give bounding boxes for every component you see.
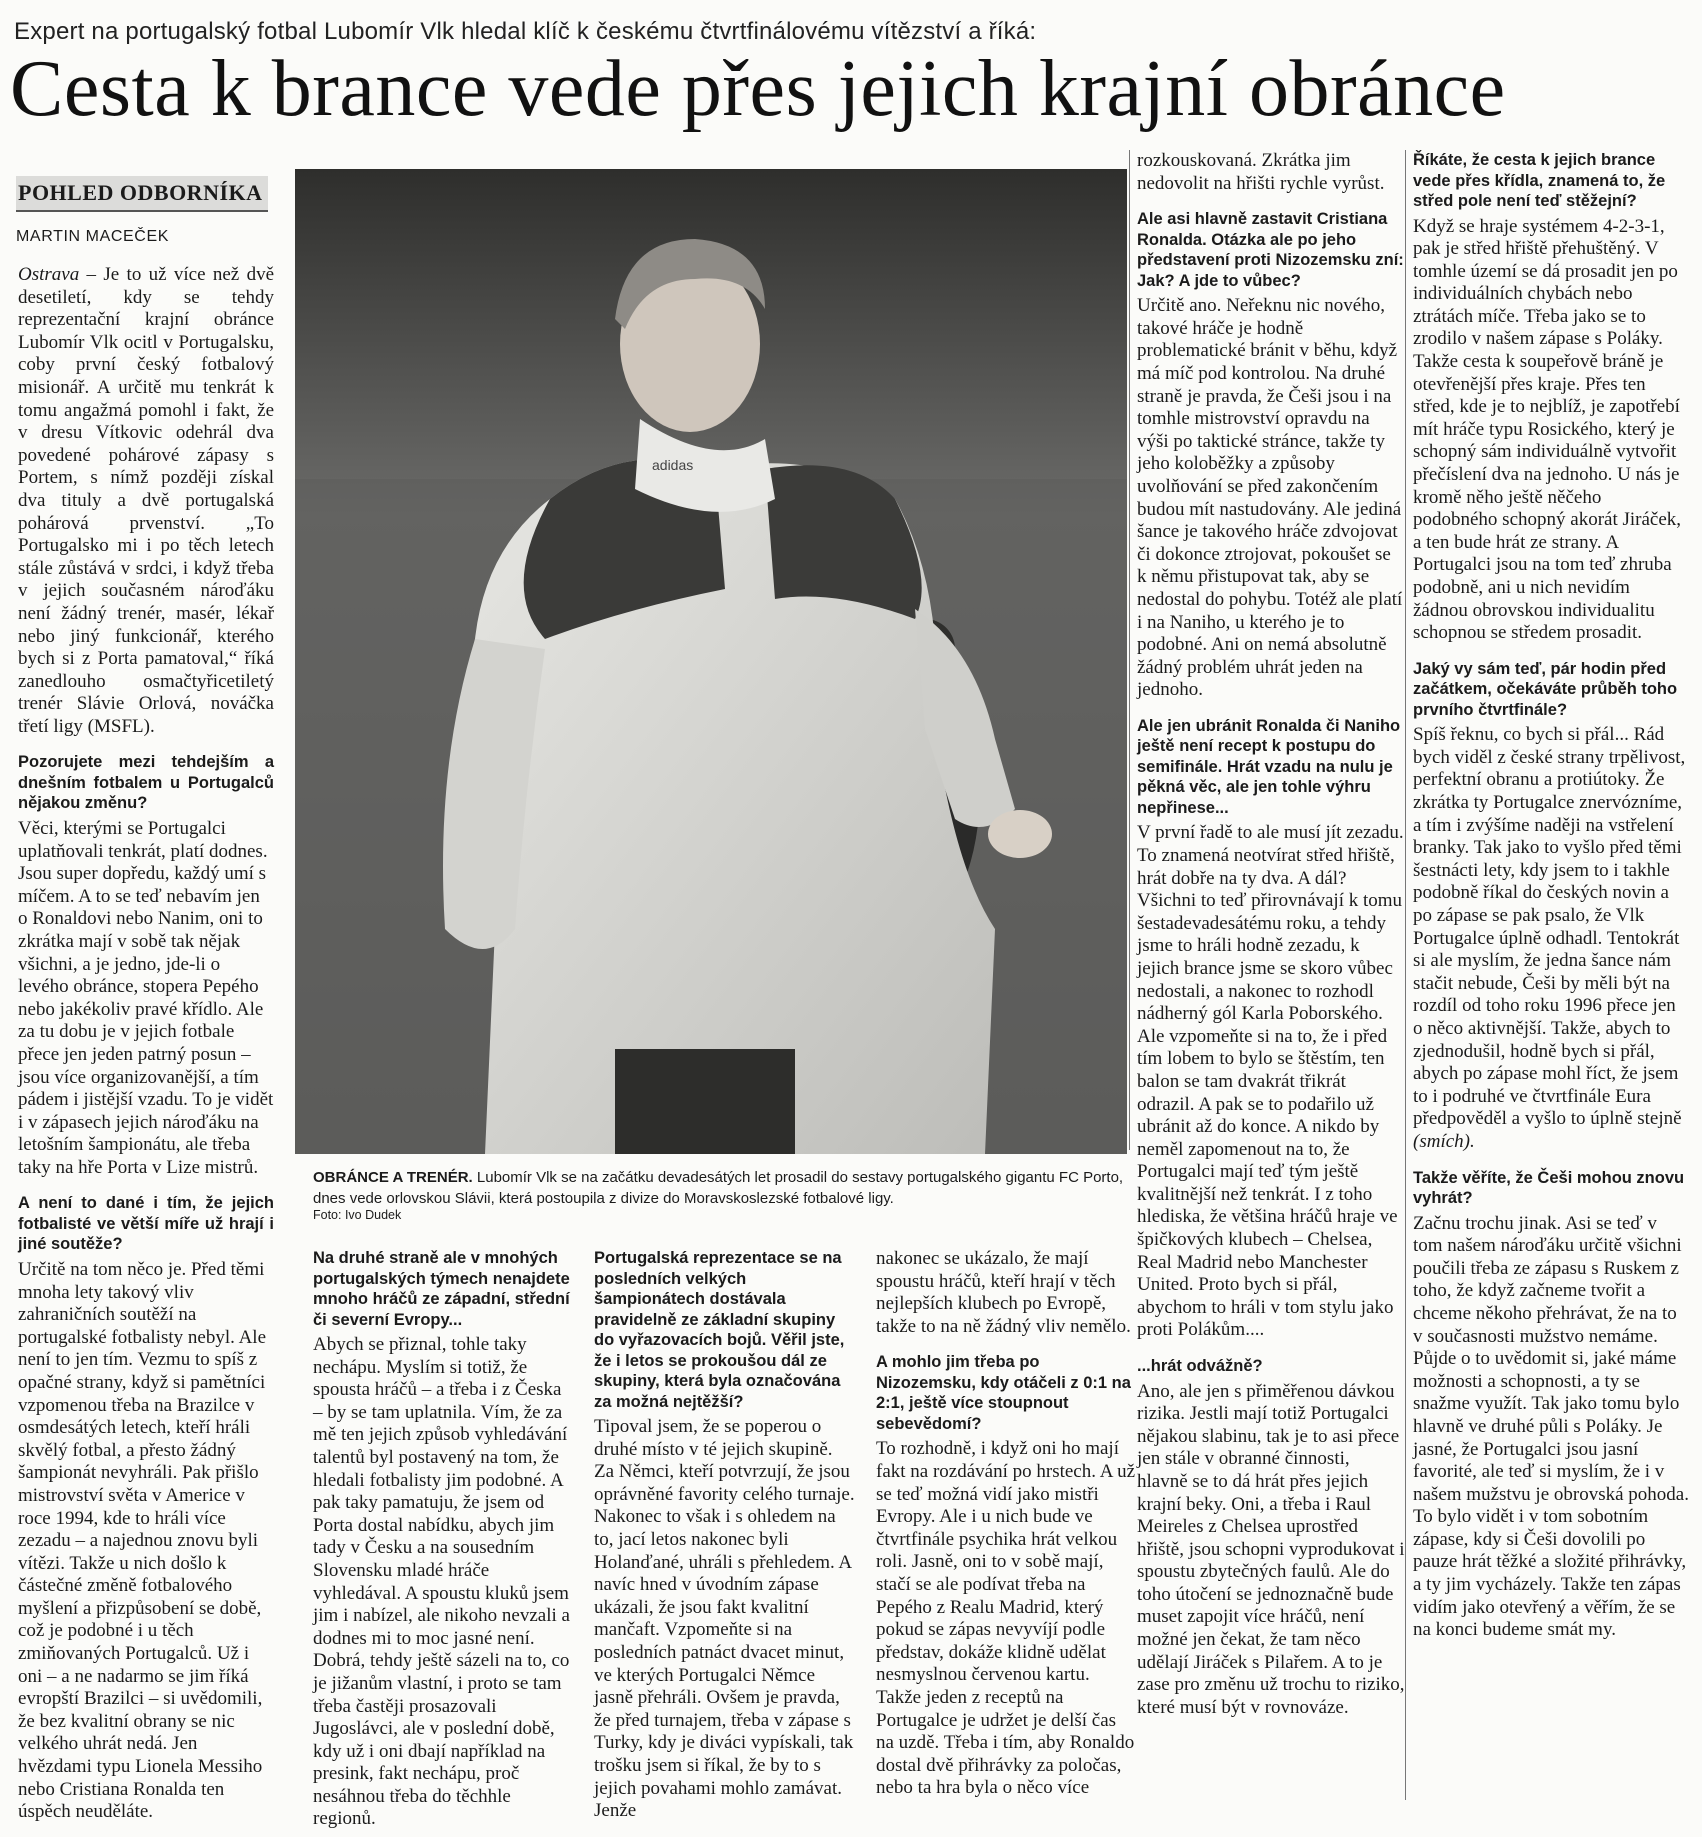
- question: Ale asi hlavně zastavit Cristiana Ronalda. Otázka ale po jeho představení proti Nizozemsku zní: Jak? A jde to vůbec?: [1137, 210, 1404, 290]
- adidas-logo: adidas: [652, 457, 694, 473]
- column-5: [1137, 150, 1405, 1725]
- question: Ale jen ubránit Ronalda či Naniho ještě není recept k postupu do semifinále. Hrát vzadu na nulu je pěkná věc, ale jen tohle výhru nepřinese...: [1137, 716, 1401, 817]
- question: ...hrát odvážně?: [1137, 1357, 1263, 1376]
- question: Jaký vy sám teď, pár hodin před začátkem, očekáváte průběh toho prvního čtvrtfinále?: [1413, 659, 1678, 719]
- photo-credit: Foto: Ivo Dudek: [313, 1208, 402, 1222]
- question: A není to dané i tím, že jejich fotbalisté ve větší míře už hrají i jiné soutěže?: [18, 1194, 274, 1254]
- answer: Ano, ale jen s přiměřenou dávkou rizika. Jestli mají totiž Portugalci nějakou slabinu, tak je to asi přece jen stále v obranné činnosti, hlavně se to dá hrát přes jejich krajní beky. Oni, a třeba i Raul Meireles z Chelsea uprostřed hřiště, jsou schopni vyprodukovat i spoustu zbytečných faulů. Ale do toho útočení se jednoznačně bude muset zapojit více hráčů, není možné jen čekat, že tam něco udělají Jiráček s Pilařem. A to je zase pro změnu už trochu to riziko, které musí být v rovnováze.: [1137, 1380, 1405, 1718]
- column-1: [18, 264, 274, 1830]
- question: Pozorujete mezi tehdejším a dnešním fotbalem u Portugalců nějakou změnu?: [18, 753, 274, 813]
- answer: Určitě na tom něco je. Před těmi mnoha lety takový vliv zahraničních soutěží na portugalské fotbalisty nebyl. Ale není to jen tím. Vezmu to spíš z opačné strany, když si pamětníci vzpomenou třeba na Brazilce v osmdesátých letech, kteří hráli skvělý fotbal, a přesto žádný šampionát nevyhráli. Pak přišlo mistrovství světa v Americe v roce 1994, kde to hráli více zezadu – a najednou znovu byli vítězi. Takže u nich došlo k částečné změně fotbalového myšlení a přizpůsobení se době, což je podobné i u těch zmiňovaných Portugalců. Už i oni – a ne nadarmo se jim říká evropští Brazilci – si uvědomili, že bez kvalitní obrany se nic velkého uhrát nedá. Jen hvězdami typu Lionela Messiho nebo Cristiana Ronalda ten úspěch neuděláte.: [18, 1258, 267, 1823]
- byline: MARTIN MACEČEK: [16, 228, 170, 245]
- coach-photo: [295, 169, 1127, 1154]
- article-headline: Cesta k brance vede přes jejich krajní obránce: [10, 45, 1506, 133]
- photo-caption: [313, 1167, 1133, 1209]
- column-divider: [1405, 150, 1406, 1800]
- caption-text: Lubomír Vlk se na začátku devadesátých let prosadil do sestavy portugalského gigantu FC Porto, dnes vede orlovskou Slávii, která postoupila z divize do Moravskoslezské fotbalové ligy.: [313, 1169, 1124, 1207]
- lead-paragraph: [18, 264, 274, 738]
- dateline: Ostrava: [18, 264, 80, 285]
- column-4: [876, 1248, 1138, 1806]
- lead-text: – Je to už více než dvě desetiletí, kdy se tehdy reprezentační krajní obránce Lubomír Vlk ocitl v Portugalsku, coby první český fotbalový misionář. A určitě mu tenkrát k tomu angažmá pomohl i fakt, že v dresu Vítkovic odehrál dva povedené pohárové zápasy s Portem, s nímž později získal dva tituly a dvě portugalská pohárová prvenství. „To Portugalsko mi i po těch letech stále zůstává v srdci, i když třeba v jejich současném nároďáku není žádný trenér, masér, lékař nebo jiný funkcionář, kterého bych si z Porta pamatoval,“ říká zanedlouho osmačtyřicetiletý trenér Slávie Orlová, nováčka třetí ligy (MSFL).: [18, 264, 274, 737]
- column-6: [1413, 150, 1689, 1648]
- answer-continued: rozkouskovaná. Zkrátka jim nedovolit na hřišti rychle vyrůst.: [1137, 150, 1385, 194]
- answer: [1413, 724, 1689, 1153]
- answer: Věci, kterými se Portugalci uplatňovali tenkrát, platí dodnes. Jsou super dopředu, každý umí s míčem. A to se teď nebavím jen o Ronaldovi nebo Nanim, oni to zkrátka mají v sobě tak nějak všichni, a je jedno, jde-li o levého obránce, stopera Pepého nebo jakékoliv pravé křídlo. Ale za tu dobu je v jejich fotbale přece jen jeden patrný posun – jsou více organizovanější, a tím pádem i jistější vzadu. To je vidět i v zápasech jejich nároďáku na letošním šampionátu, ale třeba taky na hře Porta v Lize mistrů.: [18, 817, 274, 1178]
- column-divider: [1129, 150, 1130, 1150]
- answer: Abych se přiznal, tohle taky nechápu. Myslím si totiž, že spousta hráčů – a třeba i z Česka – by se tam uplatnila. Vím, že za mě ten jejich způsob vyhledávání talentů byl postavený na tom, že hledali fotbalisty jim podobné. A pak taky pamatuju, že jsem od Porta dostal nabídku, abych jim tady v Česku a na sousedním Slovensku mladé hráče vyhledával. A spoustu kluků jsem jim i nabízel, ale nikoho nevzali a dodnes mi to moc jasné není. Dobrá, tehdy ještě sázeli na to, co je jižanům vlastní, i proto se tam třeba častěji prosazovali Jugoslávci, ale v poslední době, kdy už i oni dbají například na presink, fakt nechápu, proč nesáhnou třeba do těchhle regionů.: [313, 1334, 570, 1830]
- answer: To rozhodně, i když oni ho mají fakt na rozdávání po hrstech. A už se teď možná vidí jako mistři Evropy. Ale i u nich bude ve čtvrtfinále psychika hrát velkou roli. Jasně, oni to v sobě mají, stačí se ale podívat třeba na Pepého z Realu Madrid, který pokud se zápas nevyvíjí podle představ, dokáže klidně udělat nesmyslnou červenou kartu. Takže jeden z receptů na Portugalce je udržet je delší čas na uzdě. Třeba i tím, aby Ronaldo dostal dvě přihrávky za poločas, nebo ta hra byla o něco více: [876, 1438, 1136, 1799]
- article-kicker: Expert na portugalský fotbal Lubomír Vlk hledal klíč k českému čtvrtfinálovému vítězství a říká:: [14, 18, 1037, 45]
- answer: Tipoval jsem, že se poperou o druhé místo v té jejich skupině. Za Němci, kteří potvrzují, že jsou oprávněné favority celého turnaje. Nakonec to však i s ohledem na to, jací letos nakonec byli Holanďané, uhráli s přehledem. A navíc hned v úvodním zápase ukázali, že jsou fakt kvalitní mančaft. Vzpomeňte si na posledních patnáct dvacet minut, ve kterých Portugalci Němce jasně přehráli. Ovšem je pravda, že před turnajem, třeba v zápase s Turky, kdy je diváci vypískali, tak trošku jsem si říkal, že by to s jejich povahami mohlo zamávat. Jenže: [594, 1416, 855, 1822]
- question: Říkáte, že cesta k jejich brance vede přes křídla, znamená to, že střed pole není teď stěžejní?: [1413, 151, 1666, 210]
- answer: Určitě ano. Neřeknu nic nového, takové hráče je hodně problematické bránit v běhu, když má míč pod kontrolou. Na druhé straně je pravda, že Češi jsou i na tomhle mistrovství opravdu na výši po taktické stránce, takže ty jeho koloběžky a způsoby uvolňování se před zakončením budou mít nastudovány. Ale jediná šance je takového hráče zdvojovat či dokonce ztrojovat, pokoušet se k němu přistupovat tak, aby se nedostal do pohybu. Totéž ale platí i na Naniho, u kterého je to podobné. Ani on nemá absolutně žádný problém uhrát jeden na jednoho.: [1137, 295, 1403, 701]
- coach-photo-illustration: [295, 169, 1127, 1154]
- answer: Začnu trochu jinak. Asi se teď v tom našem nároďáku určitě všichni poučili třeba ze zápasu s Ruskem z toho, že když začneme tvořit a chceme někoho přehrávat, že na to v současnosti mužstvo nemáme. Půjde o to uvědomit si, jaké máme možnosti a schopnosti, a ty se snažme využít. Tak jako tomu bylo hlavně ve druhé půli s Poláky. Je jasné, že Portugalci jsou jasní favorité, ale teď si myslím, že i v našem mužstvu je obrovská pohoda. To bylo vidět i v tom sobotním zápase, kdy si Češi dovolili po pauze hrát těžké a složité přihrávky, a ty jim vycházely. Takže ten zápas vidím jako otevřený a věřím, že se na konci budeme smát my.: [1413, 1212, 1689, 1641]
- answer-text: Spíš řeknu, co bych si přál... Rád bych viděl z české strany trpělivost, perfektní obranu a protiútoky. Že zkrátka ty Portugalce znervózníme, a tím i zvýšíme naději na vstřelení branky. Tak jako to vyšlo před těmi šestnácti lety, kdy jsem to i takhle podobně říkal do českých novin a po zápase se pak psalo, že Vlk Portugalce úplně odhadl. Tentokrát si ale myslím, že jedna šance nám stačit nebude, Češi by měli být na rozdíl od toho roku 1996 přece jen o něco aktivnější. Takže, abych to zjednodušil, hodně bych si přál, abych po zápase mohl říct, že jsem to i podruhé ve čtvrtfinále Eura předpověděl a vyšlo to úplně stejně: [1413, 724, 1686, 1130]
- question: Takže věříte, že Češi mohou znovu vyhrát?: [1413, 1168, 1685, 1208]
- answer: V první řadě to ale musí jít zezadu. To znamená neotvírat střed hřiště, hrát dobře na ty dva. A dál? Všichni to teď přirovnávají k tomu šestadevadesátému roku, a tehdy jsme to hráli hodně zezadu, k jejich brance jsme se skoro vůbec nedostali, a nakonec to rozhodl nádherný gól Karla Poborského. Ale vzpomeňte si na to, že i před tím lobem to bylo se štěstím, ten balon se tam dvakrát třikrát odrazil. A pak se to podařilo už ubránit až do konce. A nikdo by neměl zapomenout na to, že Portugalci mají teď tým ještě kvalitnější než tenkrát. I z toho hlediska, že většina hráčů hraje ve špičkových klubech – Chelsea, Real Madrid nebo Manchester United. Proto bych si přál, abychom to hráli v tom stylu jako proti Polákům....: [1137, 822, 1404, 1341]
- answer-continued: nakonec se ukázalo, že mají spoustu hráčů, kteří hrají v těch nejlepších klubech po Evropě, takže to na ně žádný vliv nemělo.: [876, 1248, 1131, 1337]
- question: Na druhé straně ale v mnohých portugalských týmech nenajdete mnoho hráčů ze západní, střední či severní Evropy...: [313, 1249, 570, 1329]
- section-label: POHLED ODBORNÍKA: [16, 176, 268, 212]
- question: A mohlo jim třeba po Nizozemsku, kdy otáčeli z 0:1 na 2:1, ještě více stoupnout sebevědomí?: [876, 1353, 1131, 1433]
- column-2: [313, 1248, 575, 1837]
- column-3: [594, 1248, 856, 1829]
- caption-lead: OBRÁNCE A TRENÉR.: [313, 1169, 473, 1186]
- answer: Když se hraje systémem 4-2-3-1, pak je střed hřiště přehuštěný. V tomhle území se dá prosadit jen po individuálních chybách nebo ztrátách míče. Třeba jako se to zrodilo v našem zápase s Poláky. Takže cesta k soupeřově bráně je otevřenější přes kraje. Přes ten střed, kde je to nejblíž, je zapotřebí mít hráče typu Rosického, který je schopný sám individuálně vytvořit přečíslení dva na jednoho. U nás je kromě něho ještě něčeho podobného schopný akorát Jiráček, a ten bude hrát ze strany. A Portugalci jsou na tom teď zhruba podobně, ani u nich nevidím žádnou obrovskou individualitu schopnou se středem prosadit.: [1413, 215, 1682, 644]
- smile-note: (smích).: [1413, 1130, 1475, 1152]
- question: Portugalská reprezentace se na posledních velkých šampionátech dostávala pravidelně ze základní skupiny do vyřazovacích bojů. Věřil jste, že i letos se prokoušou dál ze skupiny, která byla označována za možná nejtěžší?: [594, 1249, 845, 1411]
